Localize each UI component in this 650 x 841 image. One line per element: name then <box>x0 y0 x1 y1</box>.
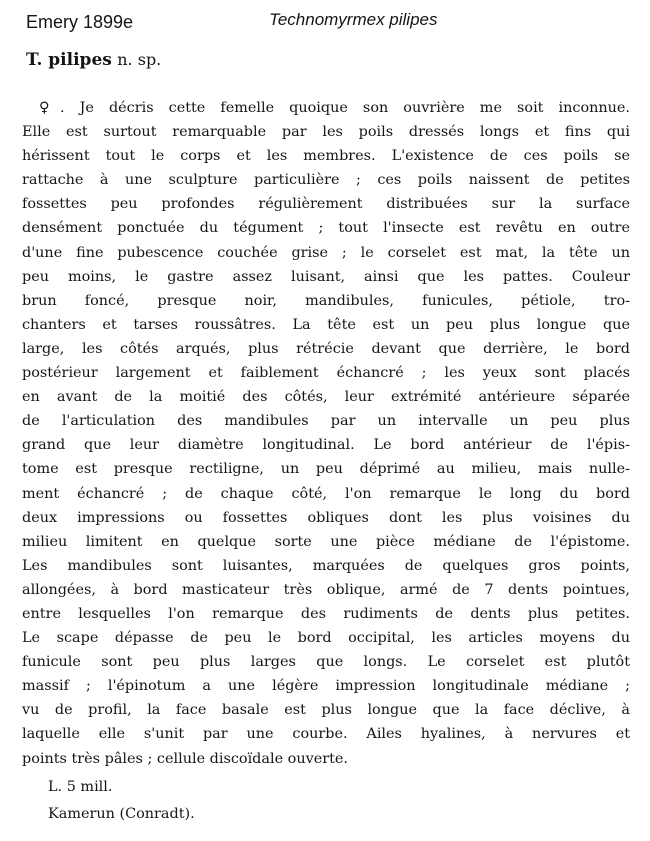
taxon-suffix: n. sp. <box>117 50 162 69</box>
text-line: d'une fine pubescence couchée grise ; le corselet est mat, la tête un <box>22 244 630 261</box>
text-line: ♀. Je décris cette femelle quoique son ouvrière me soit inconnue. <box>39 100 630 116</box>
locality: Kamerun (Conradt). <box>48 806 195 822</box>
text-line: grand que leur diamètre longitudinal. Le bord antérieur de l'épis- <box>22 437 630 454</box>
text-line: points très pâles ; cellule discoïdale ouverte. <box>22 750 349 767</box>
text-line: ment échancré ; de chaque côté, l'on remarque le long du bord <box>22 485 630 502</box>
text-line: hérissent tout le corps et les membres. L'existence de ces poils se <box>22 148 630 165</box>
text-line: funicule sont peu plus larges que longs. Le corselet est plutôt <box>22 654 630 671</box>
header-citation: Emery 1899e <box>26 12 134 32</box>
text-line: massif ; l'épinotum a une légère impression longitudinale médiane ; <box>22 678 630 695</box>
text-line: postérieur largement et faiblement échancré ; les yeux sont placés <box>22 365 630 382</box>
text-line: Le scape dépasse de peu le bord occipital, les articles moyens du <box>22 630 630 647</box>
text-line: en avant de la moitié des côtés, leur extrémité antérieure séparée <box>22 389 630 406</box>
text-line: allongées, à bord masticateur très oblique, armé de 7 dents pointues, <box>22 581 630 598</box>
text-line: laquelle elle s'unit par une courbe. Ailes hyalines, à nervures et <box>22 726 630 743</box>
text-line: Elle est surtout remarquable par les poils dressés longs et fins qui <box>22 124 630 141</box>
taxon-heading <box>26 50 161 70</box>
text-line: Les mandibules sont luisantes, marquées de quelques gros points, <box>22 557 630 574</box>
taxon-name: T. pilipes <box>26 50 112 70</box>
text-line: de l'articulation des mandibules par un intervalle un peu plus <box>22 413 630 430</box>
text-line: brun foncé, presque noir, mandibules, funicules, pétiole, tro- <box>22 292 630 309</box>
text-line: densément ponctuée du tégument ; tout l'insecte est revêtu en outre <box>22 220 630 237</box>
length-measurement: L. 5 mill. <box>48 779 113 795</box>
header-species: Technomyrmex pilipes <box>269 10 438 29</box>
text-line: tome est presque rectiligne, un peu déprimé au milieu, mais nulle- <box>22 461 630 478</box>
text-line: entre lesquelles l'on remarque des rudiments de dents plus petites. <box>22 605 630 622</box>
text-line: rattache à une sculpture particulière ; ces poils naissent de petites <box>22 172 630 189</box>
text-line: deux impressions ou fossettes obliques dont les plus voisines du <box>22 509 630 526</box>
text-line: vu de profil, la face basale est plus longue que la face déclive, à <box>22 702 630 719</box>
text-line: large, les côtés arqués, plus rétrécie devant que derrière, le bord <box>22 340 630 357</box>
text-line: peu moins, le gastre assez luisant, ainsi que les pattes. Couleur <box>22 268 630 285</box>
description-paragraph <box>22 96 630 771</box>
text-line: milieu limitent en quelque sorte une pièce médiane de l'épistome. <box>22 533 630 550</box>
text-line: chanters et tarses roussâtres. La tête est un peu plus longue que <box>22 316 630 333</box>
text-line: fossettes peu profondes régulièrement distribuées sur la surface <box>22 196 630 213</box>
